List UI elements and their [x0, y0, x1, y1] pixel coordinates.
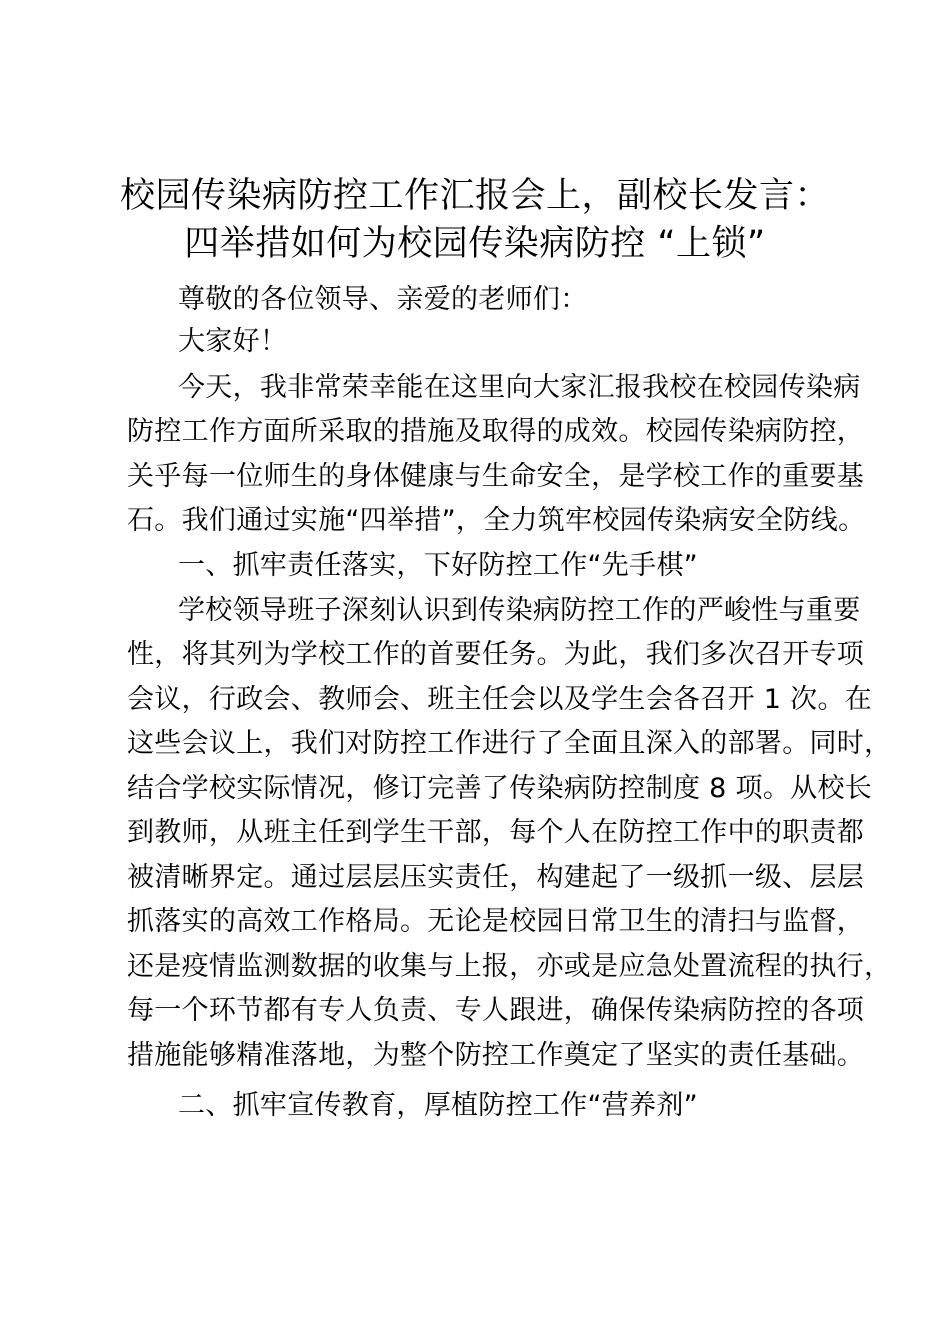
- body-line: 还是疫情监测数据的收集与上报，亦或是应急处置流程的执行，: [127, 951, 892, 982]
- section-heading-2: 二、抓牢宣传教育，厚植防控工作“营养剂”: [178, 1090, 698, 1121]
- body-line: 性，将其列为学校工作的首要任务。为此，我们多次召开专项: [127, 639, 865, 670]
- body-line: 每一个环节都有专人负责、专人跟进，确保传染病防控的各项: [127, 995, 865, 1026]
- body-line: 到教师，从班主任到学生干部，每个人在防控工作中的职责都: [127, 817, 865, 848]
- greeting: 大家好！: [178, 326, 288, 357]
- body-line: 结合学校实际情况，修订完善了传染病防控制度 8 项。从校长: [127, 773, 873, 804]
- section-heading-1: 一、抓牢责任落实，下好防控工作“先手棋”: [178, 550, 698, 581]
- body-line: 防控工作方面所采取的措施及取得的成效。校园传染病防控，: [127, 416, 865, 447]
- body-line: 石。我们通过实施“四举措”，全力筑牢校园传染病安全防线。: [127, 505, 866, 536]
- body-line: 抓落实的高效工作格局。无论是校园日常卫生的清扫与监督，: [127, 906, 865, 937]
- body-line: 措施能够精准落地，为整个防控工作奠定了坚实的责任基础。: [127, 1040, 865, 1071]
- salutation: 尊敬的各位领导、亲爱的老师们：: [178, 284, 588, 315]
- body-line: 关乎每一位师生的身体健康与生命安全，是学校工作的重要基: [127, 461, 865, 492]
- document-title-line-2: 四举措如何为校园传染病防控 “上锁”: [184, 224, 766, 264]
- body-line: 学校领导班子深刻认识到传染病防控工作的严峻性与重要: [178, 595, 861, 626]
- body-line: 今天，我非常荣幸能在这里向大家汇报我校在校园传染病: [178, 372, 861, 403]
- body-line: 会议，行政会、教师会、班主任会以及学生会各召开 1 次。在: [127, 684, 873, 715]
- document-title-line-1: 校园传染病防控工作汇报会上，副校长发言：: [119, 176, 830, 216]
- body-line: 这些会议上，我们对防控工作进行了全面且深入的部署。同时，: [127, 728, 892, 759]
- body-line: 被清晰界定。通过层层压实责任，构建起了一级抓一级、层层: [127, 862, 865, 893]
